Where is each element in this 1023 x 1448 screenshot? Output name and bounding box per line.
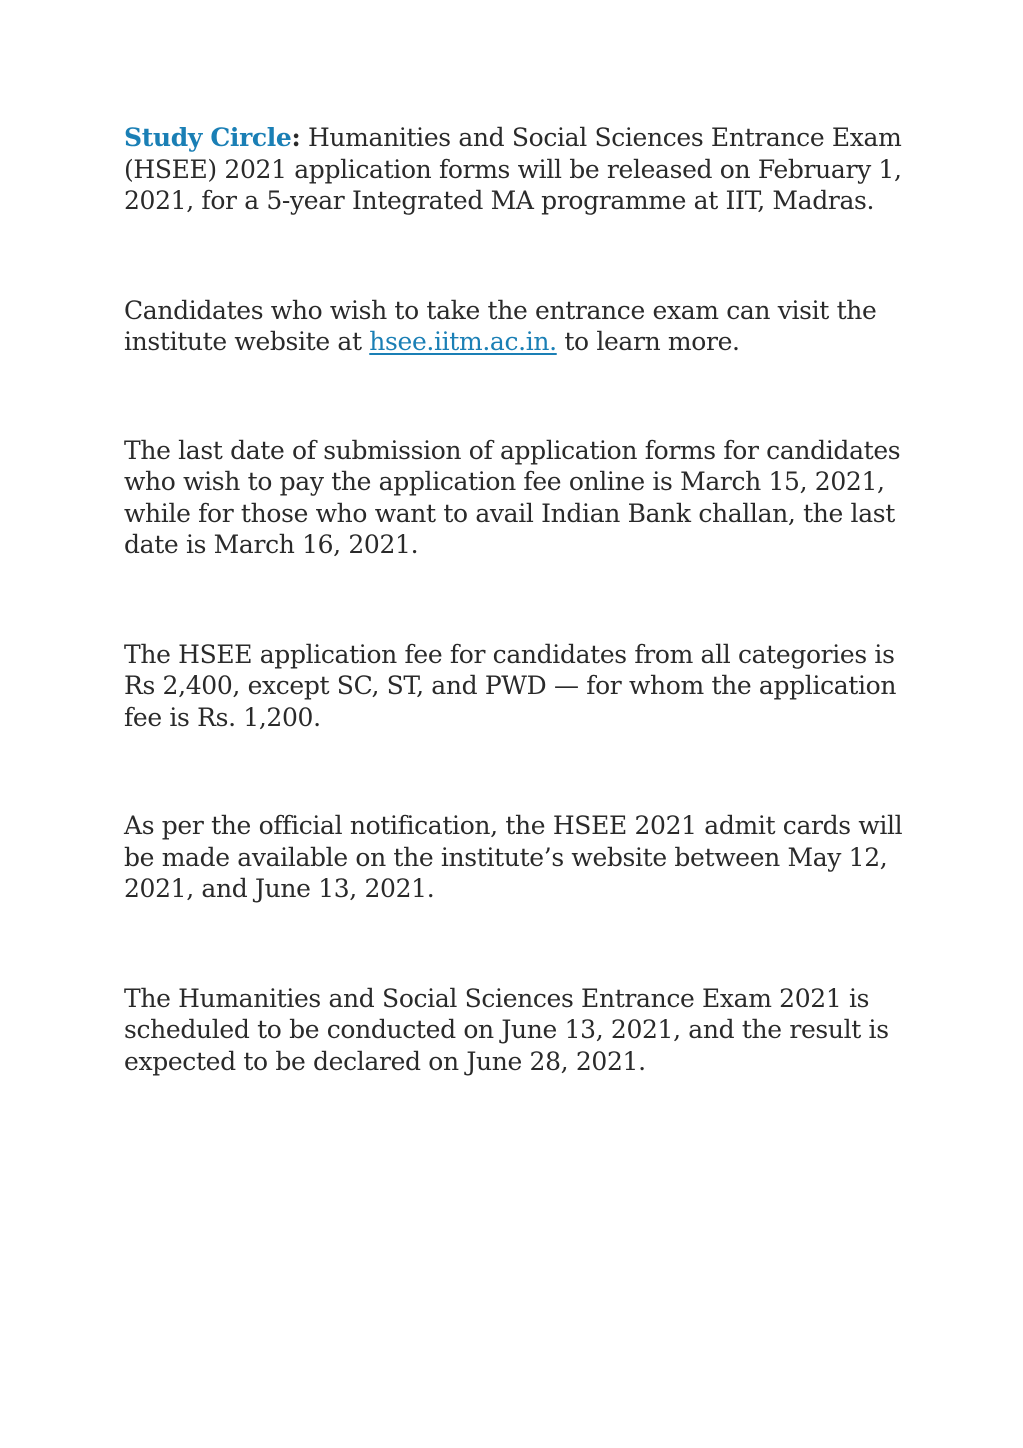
intro-paragraph [124,122,904,217]
exam-date-paragraph: The Humanities and Social Sciences Entrance Exam 2021 is scheduled to be conducted on June 13, 2021, and the result is expected to be declared on June 28, 2021. [124,983,889,1076]
article-body [124,122,904,1077]
website-text-before: Candidates who wish to take the entrance exam can visit the institute website at [124,295,877,356]
last-date-paragraph: The last date of submission of application forms for candidates who wish to pay the application fee online is March 15, 2021, while for those who want to avail Indian Bank challan, the last date is March 16, 2021. [124,435,901,559]
website-text-after: to learn more. [556,327,740,356]
intro-text: Humanities and Social Sciences Entrance Exam (HSEE) 2021 application forms will be released on February 1, 2021, for a 5-year Integrated MA programme at IIT, Madras. [124,123,902,215]
source-brand: Study Circle [124,123,292,152]
website-paragraph [124,295,904,358]
website-link[interactable]: hsee.iitm.ac.in. [369,327,557,356]
brand-colon: : [291,123,301,152]
admit-cards-paragraph: As per the official notification, the HSEE 2021 admit cards will be made available on the institute’s website between May 12, 2021, and June 13, 2021. [124,811,903,903]
fee-paragraph: The HSEE application fee for candidates from all categories is Rs 2,400, except SC, ST, and PWD — for whom the application fee is Rs. 1,200. [124,639,897,732]
